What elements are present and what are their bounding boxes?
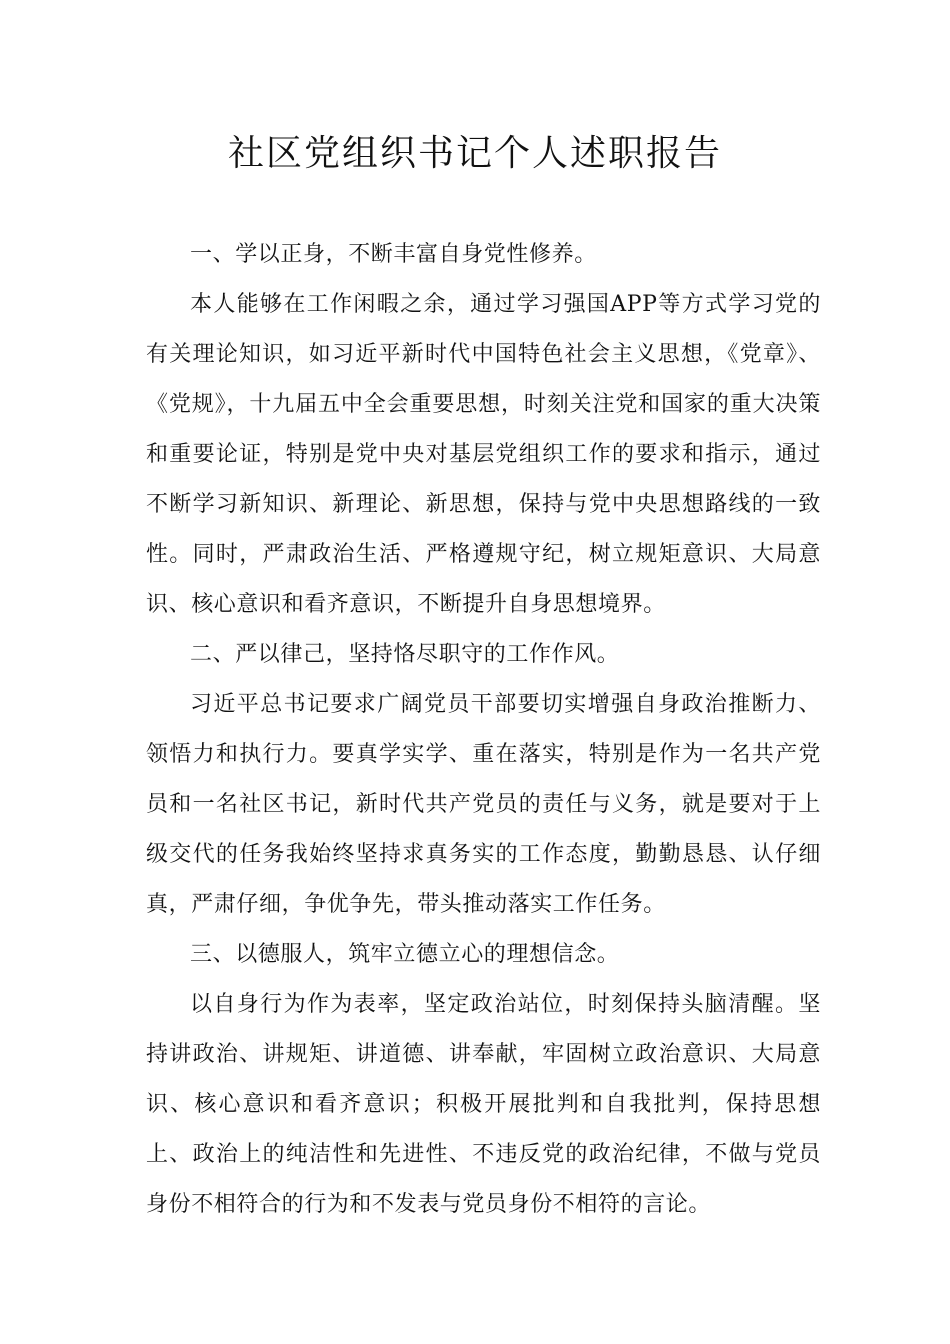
section-paragraph-3: 以自身行为作为表率，坚定政治站位，时刻保持头脑清醒。坚持讲政治、讲规矩、讲道德、讲奉献，牢固树立政治意识、大局意识、核心意识和看齐意识；积极开展批判和自我批判，保持思想上、政治上的纯洁性和先进性、不违反党的政治纪律，不做与党员身份不相符合的行为和不发表与党员身份不相符的言论。 bbox=[146, 992, 821, 1217]
section-heading-2: 二、严以律己，坚持恪尽职守的工作作风。 bbox=[190, 642, 620, 667]
section-paragraph-2: 习近平总书记要求广阔党员干部要切实增强自身政治推断力、领悟力和执行力。要真学实学、重在落实，特别是作为一名共产党员和一名社区书记，新时代共产党员的责任与义务，就是要对于上级交代的任务我始终坚持求真务实的工作态度，勤勤恳恳、认仔细真，严肃仔细，争优争先，带头推动落实工作任务。 bbox=[146, 692, 821, 917]
section-heading-1: 一、学以正身，不断丰富自身党性修养。 bbox=[190, 242, 597, 267]
document-body bbox=[146, 230, 821, 1230]
document-title: 社区党组织书记个人述职报告 bbox=[227, 133, 722, 174]
section-heading-3: 三、以德服人，筑牢立德立心的理想信念。 bbox=[190, 942, 620, 967]
section-paragraph-1: 本人能够在工作闲暇之余，通过学习强国APP等方式学习党的有关理论知识，如习近平新时代中国特色社会主义思想，《党章》、《党规》，十九届五中全会重要思想，时刻关注党和国家的重大决策和重要论证，特别是党中央对基层党组织工作的要求和指示，通过不断学习新知识、新理论、新思想，保持与党中央思想路线的一致性。同时，严肃政治生活、严格遵规守纪，树立规矩意识、大局意识、核心意识和看齐意识，不断提升自身思想境界。 bbox=[146, 292, 821, 617]
